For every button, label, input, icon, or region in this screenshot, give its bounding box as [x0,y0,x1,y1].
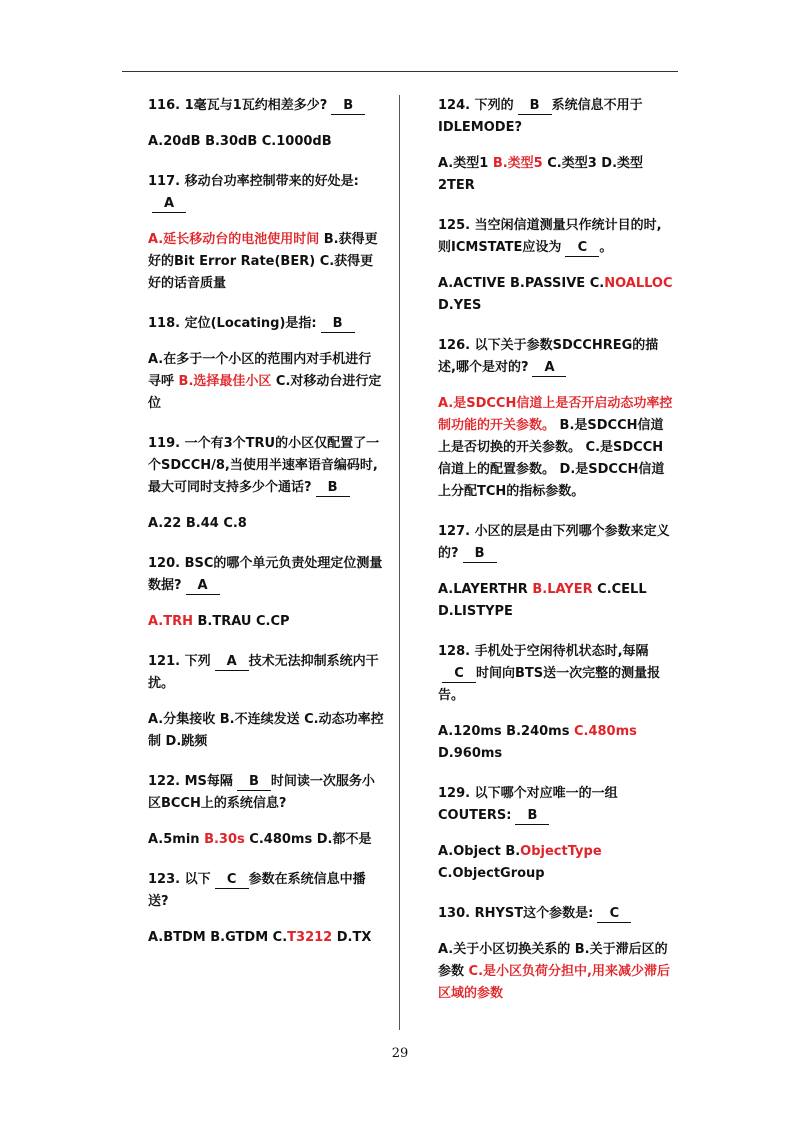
question-121: 121. 下列 A 技术无法抑制系统内干扰。 [148,654,379,691]
options-128: A.120ms B.240ms C.480ms D.960ms [438,724,637,761]
question-122: 122. MS每隔 B 时间读一次服务小区BCCH上的系统信息? [148,774,375,811]
answer-blank: B [463,546,497,563]
column-divider [399,95,400,1030]
options-124: A.类型1 B.类型5 C.类型3 D.类型2TER [438,156,644,193]
options-122: A.5min B.30s C.480ms D.都不是 [148,832,372,847]
answer-blank: A [152,196,186,213]
correct-option: C.480ms [573,724,637,739]
options-118: A.在多于一个小区的范围内对手机进行寻呼 B.选择最佳小区 C.对移动台进行定位 [148,352,382,411]
page-number: 29 [391,1046,409,1061]
question-120: 120. BSC的哪个单元负责处理定位测量数据? A [148,556,383,593]
question-129: 129. 以下哪个对应唯一的一组COUTERS: B [438,786,618,823]
options-116: A.20dB B.30dB C.1000dB [148,134,332,149]
correct-option: A.延长移动台的电池使用时间 [148,232,320,247]
options-127: A.LAYERTHR B.LAYER C.CELL D.LISTYPE [438,582,647,619]
options-123: A.BTDM B.GTDM C.T3212 D.TX [148,930,372,945]
left-column [148,95,384,949]
answer-blank: C [215,872,249,889]
correct-option: B.LAYER [532,582,593,597]
question-128: 128. 手机处于空闲待机状态时,每隔C 时间向BTS送一次完整的测量报告。 [438,644,661,703]
correct-option: C.是小区负荷分担中,用来减少滞后区域的参数 [438,964,670,1001]
answer-blank: C [597,906,631,923]
answer-blank: A [215,654,249,671]
question-124: 124. 下列的 B 系统信息不用于IDLEMODE? [438,98,643,135]
options-120: A.TRH B.TRAU C.CP [148,614,290,629]
right-column [438,95,674,1005]
options-129: A.Object B.ObjectType C.ObjectGroup [438,844,602,881]
correct-option: A.TRH [148,614,193,629]
correct-option: NOALLOC [604,276,673,291]
answer-blank: B [515,808,549,825]
answer-blank: B [321,316,355,333]
options-119: A.22 B.44 C.8 [148,516,247,531]
question-125: 125. 当空闲信道测量只作统计目的时,则ICMSTATE应设为 C 。 [438,218,662,255]
correct-option: B.30s [204,832,245,847]
header-rule [122,71,678,72]
question-116: 116. 1毫瓦与1瓦约相差多少? B [148,95,384,117]
answer-blank: A [186,578,220,595]
answer-blank: B [518,98,552,115]
options-121: A.分集接收 B.不连续发送 C.动态功率控制 D.跳频 [148,712,384,749]
answer-blank: B [237,774,271,791]
correct-option: B.类型5 [492,156,543,171]
options-130: A.关于小区切换关系的 B.关于滞后区的参数 C.是小区负荷分担中,用来减少滞后区域的参数 [438,942,670,1001]
options-117: A.延长移动台的电池使用时间 B.获得更好的Bit Error Rate(BER) C.获得更好的话音质量 [148,232,378,291]
question-118: 118. 定位(Locating)是指: B [148,313,384,335]
correct-option: ObjectType [520,844,602,859]
correct-option: T3212 [287,930,333,945]
answer-blank: C [565,240,599,257]
answer-blank: A [532,360,566,377]
question-117: 117. 移动台功率控制带来的好处是:A [148,174,359,211]
answer-blank: B [316,480,350,497]
question-127: 127. 小区的层是由下列哪个参数来定义的? B [438,524,670,561]
question-130: 130. RHYST这个参数是: C [438,903,674,925]
answer-blank: B [331,98,365,115]
correct-option: B.选择最佳小区 [178,374,272,389]
options-126: A.是SDCCH信道上是否开启动态功率控制功能的开关参数。 B.是SDCCH信道上是否切换的开关参数。 C.是SDCCH信道上的配置参数。 D.是SDCCH信道上分配TCH的指标参数。 [438,396,673,499]
answer-blank: C [442,666,476,683]
correct-option: A.是SDCCH信道上是否开启动态功率控制功能的开关参数。 [438,396,673,433]
options-125: A.ACTIVE B.PASSIVE C.NOALLOC D.YES [438,276,673,313]
question-126: 126. 以下关于参数SDCCHREG的描述,哪个是对的? A [438,338,659,375]
question-123: 123. 以下 C 参数在系统信息中播送? [148,872,366,909]
question-119: 119. 一个有3个TRU的小区仅配置了一个SDCCH/8,当使用半速率语音编码时,最大可同时支持多少个通话? B [148,436,380,495]
